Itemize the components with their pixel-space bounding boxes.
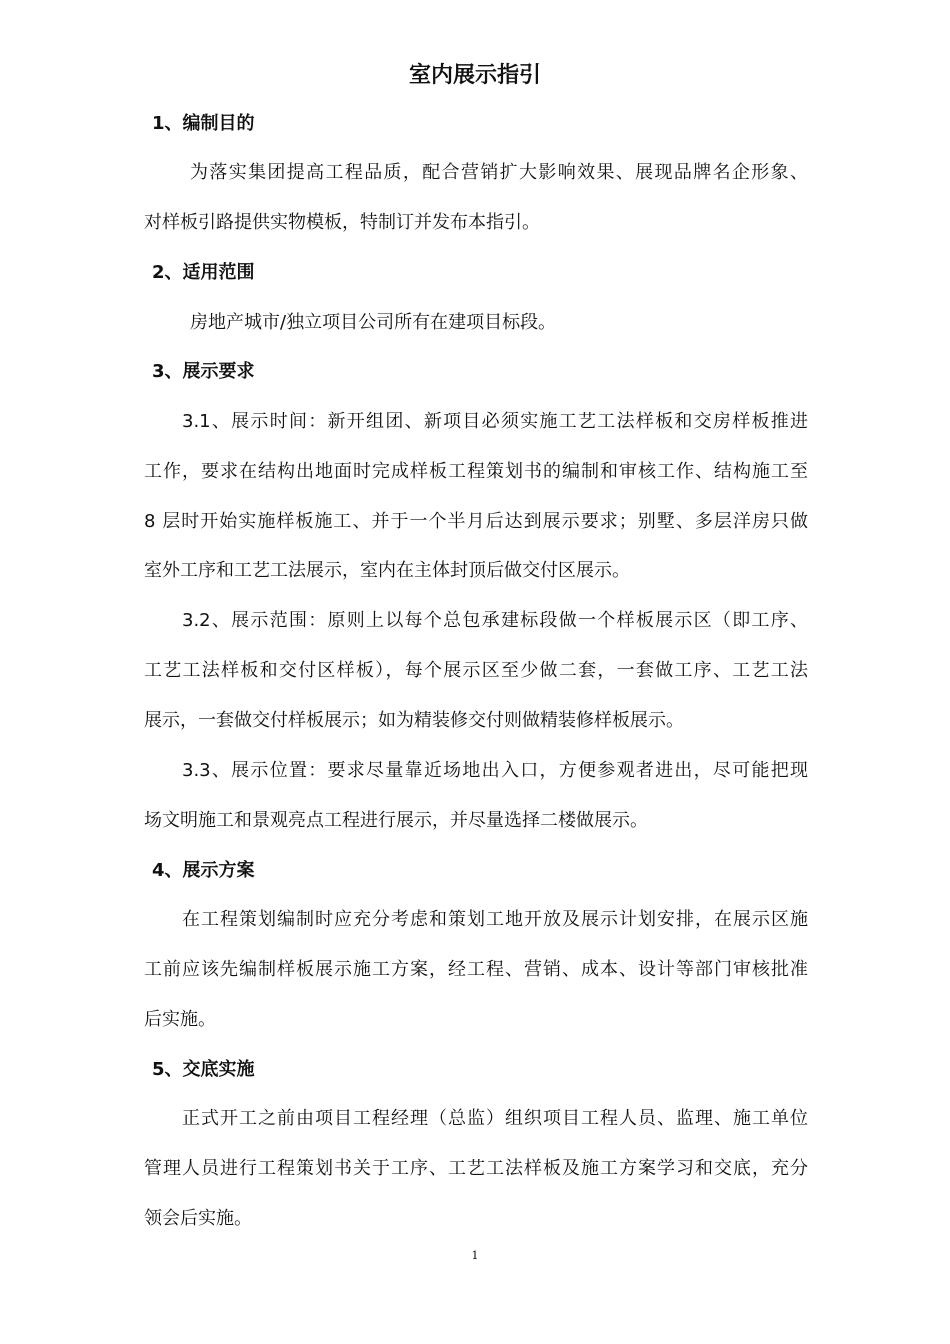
paragraph-line: 3.2、展示范围：原则上以每个总包承建标段做一个样板展示区（即工序、 [182,610,808,631]
section-heading-requirements: 3、展示要求 [152,361,255,382]
section-heading-plan: 4、展示方案 [152,860,255,881]
paragraph-line: 在工程策划编制时应充分考虑和策划工地开放及展示计划安排，在展示区施 [182,909,808,930]
paragraph-line: 室外工序和工艺工法展示，室内在主体封顶后做交付区展示。 [144,560,630,581]
paragraph-line: 工艺工法样板和交付区样板），每个展示区至少做二套，一套做工序、工艺工法 [144,660,808,681]
paragraph-line: 工前应该先编制样板展示施工方案，经工程、营销、成本、设计等部门审核批准 [144,959,808,980]
section-heading-scope: 2、适用范围 [152,262,255,283]
paragraph-line: 房地产城市/独立项目公司所有在建项目标段。 [190,312,557,333]
paragraph-line: 后实施。 [144,1009,216,1030]
paragraph-line: 3.1、展示时间：新开组团、新项目必须实施工艺工法样板和交房样板推进 [182,411,808,432]
paragraph-line: 8 层时开始实施样板施工、并于一个半月后达到展示要求；别墅、多层洋房只做 [144,511,808,532]
section-heading-purpose: 1、编制目的 [152,113,255,134]
paragraph-line: 正式开工之前由项目工程经理（总监）组织项目工程人员、监理、施工单位 [182,1108,808,1129]
paragraph-line: 场文明施工和景观亮点工程进行展示，并尽量选择二楼做展示。 [144,810,648,831]
paragraph-line: 为落实集团提高工程品质，配合营销扩大影响效果、展现品牌名企形象、 [190,162,808,183]
page-number: 1 [471,1249,479,1262]
paragraph-line: 领会后实施。 [144,1208,252,1229]
section-heading-implementation: 5、交底实施 [152,1059,255,1080]
paragraph-line: 对样板引路提供实物模板，特制订并发布本指引。 [144,212,540,233]
paragraph-line: 工作，要求在结构出地面时完成样板工程策划书的编制和审核工作、结构施工至 [144,461,808,482]
document-title: 室内展示指引 [408,63,541,88]
paragraph-line: 管理人员进行工程策划书关于工序、工艺工法样板及施工方案学习和交底，充分 [144,1158,808,1179]
paragraph-line: 展示，一套做交付样板展示；如为精装修交付则做精装修样板展示。 [144,710,684,731]
paragraph-line: 3.3、展示位置：要求尽量靠近场地出入口，方便参观者进出，尽可能把现 [182,760,808,781]
